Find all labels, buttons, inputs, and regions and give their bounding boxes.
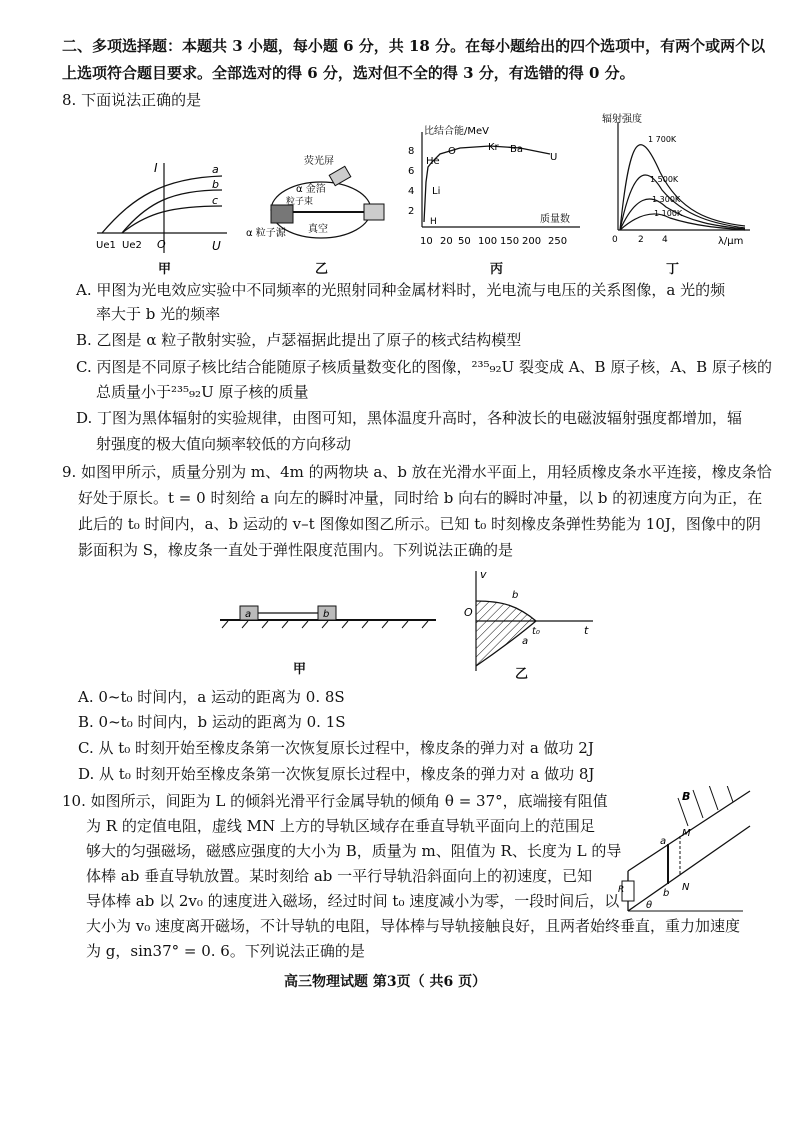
- q9-curve-b: b: [512, 590, 519, 601]
- q8-jia-caption: 甲: [158, 262, 172, 277]
- q8-option-c-2: 总质量小于²³⁵₉₂U 原子核的质量: [96, 383, 309, 401]
- q8-option-d-1: D. 丁图为黑体辐射的实验规律，由图可知，黑体温度升高时，各种波长的电磁波辐射强度都增加，辐: [76, 409, 743, 427]
- q10-stem-1: 10. 如图所示，间距为 L 的倾斜光滑平行金属导轨的倾角 θ = 37°，底端接有阻值: [62, 792, 608, 810]
- ding-x-tick-4: 4: [662, 235, 668, 245]
- page-footer: 高三物理试题 第3页（ 共6 页）: [284, 974, 487, 990]
- nuclide-ba: Ba: [510, 144, 523, 155]
- q8-stem: 8. 下面说法正确的是: [62, 91, 202, 109]
- jia-ue2: Ue2: [122, 240, 142, 251]
- q9-jia-caption: 甲: [293, 662, 307, 677]
- q8-option-c-1: C. 丙图是不同原子核比结合能随原子核质量数变化的图像，²³⁵₉₂U 裂变成 A、B 原子核，A、B 原子核的: [76, 358, 772, 376]
- bing-y-label: 比结合能/MeV: [424, 126, 489, 137]
- bing-y-tick: 2: [408, 206, 415, 217]
- q9-curve-a: a: [522, 636, 529, 647]
- q8-option-d-2: 射强度的极大值向频率较低的方向移动: [96, 435, 352, 453]
- q9-stem-4: 影面积为 S，橡皮条一直处于弹性限度范围内。下列说法正确的是: [78, 541, 514, 559]
- q9-stem-1: 9. 如图甲所示，质量分别为 m、4m 的两物块 a、b 放在光滑水平面上，用轻质橡皮条水平连接，橡皮条恰: [62, 463, 772, 481]
- bing-x-tick: 10: [420, 236, 433, 247]
- jia-ue1: Ue1: [96, 240, 116, 251]
- q10-stem-6: 大小为 v₀ 速度离开磁场，不计导轨的电阻，导体棒与导轨接触良好，且两者始终垂直，重力加速度: [86, 917, 741, 935]
- ding-x-tick-2: 2: [638, 235, 644, 245]
- q8-bing-caption: 丙: [490, 262, 504, 277]
- section-header-line-1: 二、多项选择题：本题共 3 小题，每小题 6 分，共 18 分。在每小题给出的四个选项中，有两个或两个以: [62, 37, 766, 55]
- q9-yi-caption: 乙: [515, 667, 529, 682]
- q9-fig-yi: [448, 566, 598, 676]
- q9-block-b: b: [323, 609, 330, 620]
- jia-curve-b: b: [212, 178, 219, 191]
- nuclide-u: U: [550, 152, 558, 163]
- q10-a: a: [660, 836, 667, 847]
- ding-y-label: 辐射强度: [602, 114, 642, 125]
- q9-option-c: C. 从 t₀ 时刻开始至橡皮条第一次恢复原长过程中，橡皮条的弹力对 a 做功 2J: [78, 739, 594, 757]
- q10-stem-4: 体棒 ab 垂直导轨放置。某时刻给 ab 一平行导轨沿斜面向上的初速度，已知: [86, 867, 593, 885]
- yi-label-source: α 粒子源: [246, 228, 286, 239]
- q8-fig-jia: [92, 158, 232, 258]
- jia-curve-a: a: [212, 163, 219, 176]
- q9-fig-jia: [218, 596, 438, 636]
- q10-stem-5: 导体棒 ab 以 2v₀ 的速度进入磁场，经过时间 t₀ 速度减小为零，一段时间后，以: [86, 892, 620, 910]
- q8-fig-yi: [246, 150, 396, 250]
- q10-B: B: [682, 790, 691, 803]
- q8-option-a-1: A. 甲图为光电效应实验中不同频率的光照射同种金属材料时，光电流与电压的关系图像，a 光的频: [76, 281, 726, 299]
- bing-y-tick: 6: [408, 166, 415, 177]
- q8-option-a-2: 率大于 b 光的频率: [96, 305, 221, 323]
- q9-origin: O: [464, 606, 473, 619]
- bing-x-label: 质量数: [540, 214, 570, 225]
- ding-temp-1100: 1 100K: [654, 209, 683, 218]
- q10-b: b: [663, 888, 670, 899]
- jia-x-label: U: [212, 239, 221, 253]
- nuclide-he: He: [426, 156, 440, 167]
- q10-stem-3: 够大的匀强磁场，磁感应强度的大小为 B，质量为 m、阻值为 R、长度为 L 的导: [86, 842, 622, 860]
- section-header-line-2: 上选项符合题目要求。全部选对的得 6 分，选对但不全的得 3 分，有选错的得 0 分。: [62, 64, 635, 82]
- q9-t0: t₀: [532, 626, 540, 637]
- jia-curve-c: c: [212, 194, 219, 207]
- q10-fig: [618, 786, 758, 920]
- bing-x-tick: 150: [500, 236, 520, 247]
- q10-R: R: [618, 885, 625, 895]
- q8-yi-caption: 乙: [315, 262, 329, 277]
- bing-x-tick: 250: [548, 236, 568, 247]
- yi-label-screen: 荧光屏: [304, 156, 334, 167]
- q9-stem-2: 好处于原长。t = 0 时刻给 a 向左的瞬时冲量，同时给 b 向右的瞬时冲量，以 b 的初速度方向为正，在: [78, 489, 763, 507]
- q9-stem-3: 此后的 t₀ 时间内，a、b 运动的 v–t 图像如图乙所示。已知 t₀ 时刻橡皮条弹性势能为 10J，图像中的阴: [78, 515, 761, 533]
- q9-v-label: v: [480, 568, 487, 581]
- nuclide-h: H: [430, 217, 437, 227]
- ding-temp-1500: 1 500K: [650, 175, 679, 184]
- yi-label-vacuum: 真空: [308, 224, 328, 235]
- yi-label-beam: 粒子束: [286, 197, 314, 207]
- bing-x-tick: 20: [440, 236, 453, 247]
- q8-fig-bing: [400, 122, 585, 252]
- q10-stem-7: 为 g，sin37° = 0. 6。下列说法正确的是: [86, 942, 365, 960]
- q9-option-d: D. 从 t₀ 时刻开始至橡皮条第一次恢复原长过程中，橡皮条的弹力对 a 做功 8J: [78, 765, 595, 783]
- q9-option-a: A. 0~t₀ 时间内，a 运动的距离为 0. 8S: [78, 688, 345, 706]
- bing-y-tick: 4: [408, 186, 415, 197]
- q8-fig-ding: [600, 112, 760, 247]
- q9-block-a: a: [245, 609, 252, 620]
- bing-x-tick: 50: [458, 236, 471, 247]
- ding-x-label: λ/μm: [718, 236, 744, 247]
- jia-y-label: I: [154, 161, 158, 175]
- ding-temp-1700: 1 700K: [648, 135, 677, 144]
- q8-option-b: B. 乙图是 α 粒子散射实验，卢瑟福据此提出了原子的核式结构模型: [76, 331, 522, 349]
- bing-y-tick: 8: [408, 146, 415, 157]
- q10-theta: θ: [646, 900, 653, 911]
- q10-N: N: [682, 882, 690, 893]
- q10-M: M: [682, 828, 691, 839]
- q10-stem-2: 为 R 的定值电阻，虚线 MN 上方的导轨区域存在垂直导轨平面向上的范围足: [86, 817, 595, 835]
- q8-ding-caption: 丁: [666, 262, 680, 277]
- nuclide-li: Li: [432, 186, 441, 197]
- jia-origin: O: [157, 238, 166, 251]
- yi-label-foil: α 金箔: [296, 184, 326, 195]
- ding-temp-1300: 1 300K: [652, 195, 681, 204]
- q9-t-label: t: [584, 624, 589, 637]
- nuclide-kr: Kr: [488, 142, 499, 153]
- bing-x-tick: 100: [478, 236, 498, 247]
- bing-x-tick: 200: [522, 236, 542, 247]
- q9-option-b: B. 0~t₀ 时间内，b 运动的距离为 0. 1S: [78, 713, 346, 731]
- nuclide-o: O: [448, 146, 456, 157]
- ding-x-tick-0: 0: [612, 235, 618, 245]
